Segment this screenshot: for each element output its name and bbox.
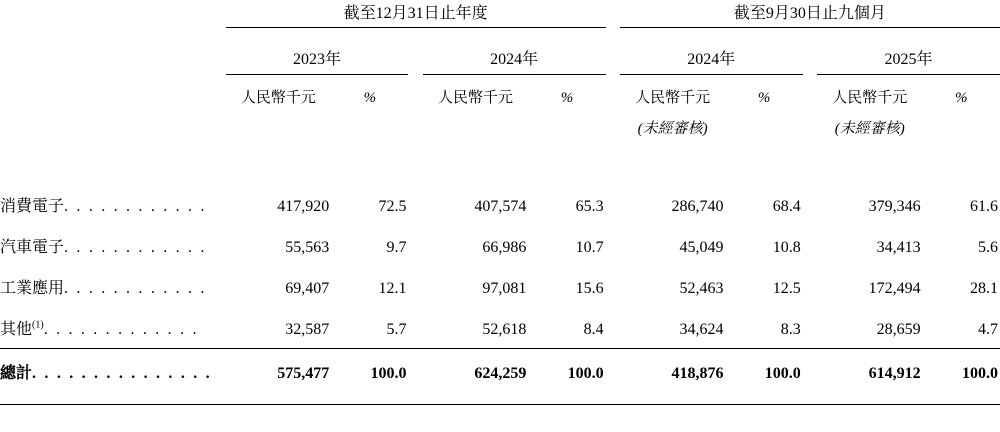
year-header-2023: 2023年 xyxy=(226,36,409,75)
cell-percent: 28.1 xyxy=(970,279,998,297)
cell-amount: 66,986 xyxy=(482,238,527,256)
cell-amount: 45,049 xyxy=(679,238,724,256)
sub-header-gap-1 xyxy=(408,109,422,140)
cell-amount-total: 614,912 xyxy=(817,348,923,394)
cell-gap xyxy=(408,348,422,394)
cell-gap xyxy=(408,307,422,349)
cell-amount-total: 575,477 xyxy=(226,348,332,394)
cell-percent: 61.6 xyxy=(970,197,998,215)
year-header-2024-fy: 2024年 xyxy=(423,36,606,75)
group-header-spacer-row xyxy=(0,28,1000,36)
cell-amount: 34,413 xyxy=(876,238,921,256)
sub-header-gap-2 xyxy=(606,109,620,140)
spacer-cell xyxy=(0,140,1000,184)
rule-percent xyxy=(923,404,1000,405)
group-header-year: 截至12月31日止年度 xyxy=(226,0,606,28)
unit-header-gap-3 xyxy=(803,74,817,109)
unit-header-amount-1: 人民幣千元 xyxy=(240,89,316,106)
year-header-gap-3 xyxy=(803,36,817,75)
table-row xyxy=(0,307,1000,349)
cell-percent-total: 100.0 xyxy=(923,348,1000,394)
cell-gap xyxy=(606,225,620,266)
leader-dots: . . . . . . . . . . . . . . . xyxy=(32,364,212,382)
cell-gap xyxy=(408,184,422,225)
header-body-spacer-row xyxy=(0,140,1000,184)
table-row xyxy=(0,225,1000,266)
leader-dots: . . . . . . . . . . . . xyxy=(64,238,207,256)
cell-amount: 52,463 xyxy=(679,279,724,297)
cell-amount: 417,920 xyxy=(277,197,330,215)
year-header-corner xyxy=(0,36,226,75)
rule-percent xyxy=(726,404,803,405)
group-header-corner xyxy=(0,0,226,28)
cell-gap xyxy=(606,307,620,349)
unit-header-percent-4: % xyxy=(955,89,968,106)
cell-amount: 55,563 xyxy=(285,238,330,256)
unit-header-amount-4: 人民幣千元 xyxy=(832,89,908,106)
spacer-cell xyxy=(0,28,1000,36)
rule-gap xyxy=(803,404,817,405)
cell-amount: 172,494 xyxy=(868,279,921,297)
rule-percent xyxy=(528,404,605,405)
sub-header-1 xyxy=(226,109,332,140)
row-label-total xyxy=(0,348,226,394)
cell-amount: 52,618 xyxy=(482,320,527,338)
year-header-row xyxy=(0,36,1000,75)
row-label-industrial-applications xyxy=(0,266,226,307)
unit-header-amount-2: 人民幣千元 xyxy=(438,89,514,106)
spacer-cell xyxy=(0,394,1000,405)
cell-gap xyxy=(803,266,817,307)
sub-header-8 xyxy=(923,109,1000,140)
sub-header-unaudited-2025: (未經審核) xyxy=(834,120,905,137)
unit-header-percent-1: % xyxy=(363,89,377,106)
cell-percent: 12.1 xyxy=(378,279,407,297)
unit-header-gap-1 xyxy=(408,74,422,109)
cell-gap xyxy=(803,225,817,266)
footnote-marker: (1) xyxy=(32,319,44,331)
cell-amount: 379,346 xyxy=(868,197,921,215)
row-label-automotive-electronics xyxy=(0,225,226,266)
cell-percent: 8.3 xyxy=(780,320,801,338)
cell-percent: 9.7 xyxy=(386,238,407,256)
row-label-text: 其他 xyxy=(0,320,33,338)
year-header-gap-2 xyxy=(606,36,620,75)
rule-amount xyxy=(620,404,726,405)
cell-amount: 69,407 xyxy=(285,279,330,297)
table-row xyxy=(0,184,1000,225)
cell-percent: 10.8 xyxy=(772,238,801,256)
rule-corner xyxy=(0,404,226,405)
cell-percent: 10.7 xyxy=(575,238,604,256)
leader-dots: . . . . . . . . . . . . xyxy=(64,197,207,215)
cell-amount-total: 624,259 xyxy=(423,348,529,394)
group-header-nine-months: 截至9月30日止九個月 xyxy=(620,0,1000,28)
cell-percent: 15.6 xyxy=(575,279,604,297)
table-row-total xyxy=(0,348,1000,394)
sub-header-3 xyxy=(423,109,529,140)
cell-gap xyxy=(803,348,817,394)
cell-amount: 32,587 xyxy=(285,320,330,338)
rule-amount xyxy=(226,404,332,405)
cell-amount: 286,740 xyxy=(671,197,724,215)
cell-gap xyxy=(606,266,620,307)
cell-gap xyxy=(408,266,422,307)
total-underline-spacer-row xyxy=(0,394,1000,405)
group-header-row xyxy=(0,0,1000,28)
row-label-text: 工業應用 xyxy=(0,279,65,297)
row-label-text: 消費電子 xyxy=(0,197,65,215)
sub-header-2 xyxy=(331,109,408,140)
unit-header-percent-2: % xyxy=(560,89,574,106)
unit-header-row xyxy=(0,74,1000,109)
unit-header-corner xyxy=(0,74,226,109)
cell-gap xyxy=(803,184,817,225)
cell-percent: 4.7 xyxy=(978,320,998,338)
cell-gap xyxy=(408,225,422,266)
cell-gap xyxy=(606,184,620,225)
row-label-others xyxy=(0,307,226,349)
rule-gap xyxy=(408,404,422,405)
cell-percent: 5.7 xyxy=(386,320,407,338)
sub-header-6 xyxy=(726,109,803,140)
sub-header-gap-3 xyxy=(803,109,817,140)
unit-header-gap-2 xyxy=(606,74,620,109)
sub-header-row xyxy=(0,109,1000,140)
rule-amount xyxy=(423,404,529,405)
table-row xyxy=(0,266,1000,307)
cell-amount: 28,659 xyxy=(876,320,921,338)
cell-percent: 8.4 xyxy=(583,320,604,338)
total-double-rule-row xyxy=(0,404,1000,405)
row-label-consumer-electronics xyxy=(0,184,226,225)
cell-amount: 407,574 xyxy=(474,197,527,215)
year-header-2025-9m: 2025年 xyxy=(817,36,1000,75)
rule-amount xyxy=(817,404,923,405)
cell-percent: 72.5 xyxy=(378,197,407,215)
cell-amount: 97,081 xyxy=(482,279,527,297)
cell-percent: 5.6 xyxy=(978,238,998,256)
cell-percent-total: 100.0 xyxy=(528,348,605,394)
rule-gap xyxy=(606,404,620,405)
row-label-text: 汽車電子 xyxy=(0,238,65,256)
cell-percent: 12.5 xyxy=(772,279,801,297)
leader-dots: . . . . . . . . . . . . . xyxy=(43,320,199,338)
cell-percent: 65.3 xyxy=(575,197,604,215)
unit-header-percent-3: % xyxy=(757,89,771,106)
cell-amount-total: 418,876 xyxy=(620,348,726,394)
year-header-2024-9m: 2024年 xyxy=(620,36,803,75)
year-header-gap-1 xyxy=(408,36,422,75)
cell-gap xyxy=(606,348,620,394)
sub-header-corner xyxy=(0,109,226,140)
sub-header-unaudited-2024: (未經審核) xyxy=(637,120,708,137)
cell-percent: 68.4 xyxy=(772,197,801,215)
group-header-gap xyxy=(606,0,620,28)
row-label-text: 總計 xyxy=(0,364,33,382)
cell-gap xyxy=(803,307,817,349)
sub-header-4 xyxy=(528,109,605,140)
unit-header-amount-3: 人民幣千元 xyxy=(635,89,711,106)
leader-dots: . . . . . . . . . . . . xyxy=(64,279,207,297)
rule-percent xyxy=(331,404,408,405)
cell-amount: 34,624 xyxy=(679,320,724,338)
cell-percent-total: 100.0 xyxy=(331,348,408,394)
cell-percent-total: 100.0 xyxy=(726,348,803,394)
